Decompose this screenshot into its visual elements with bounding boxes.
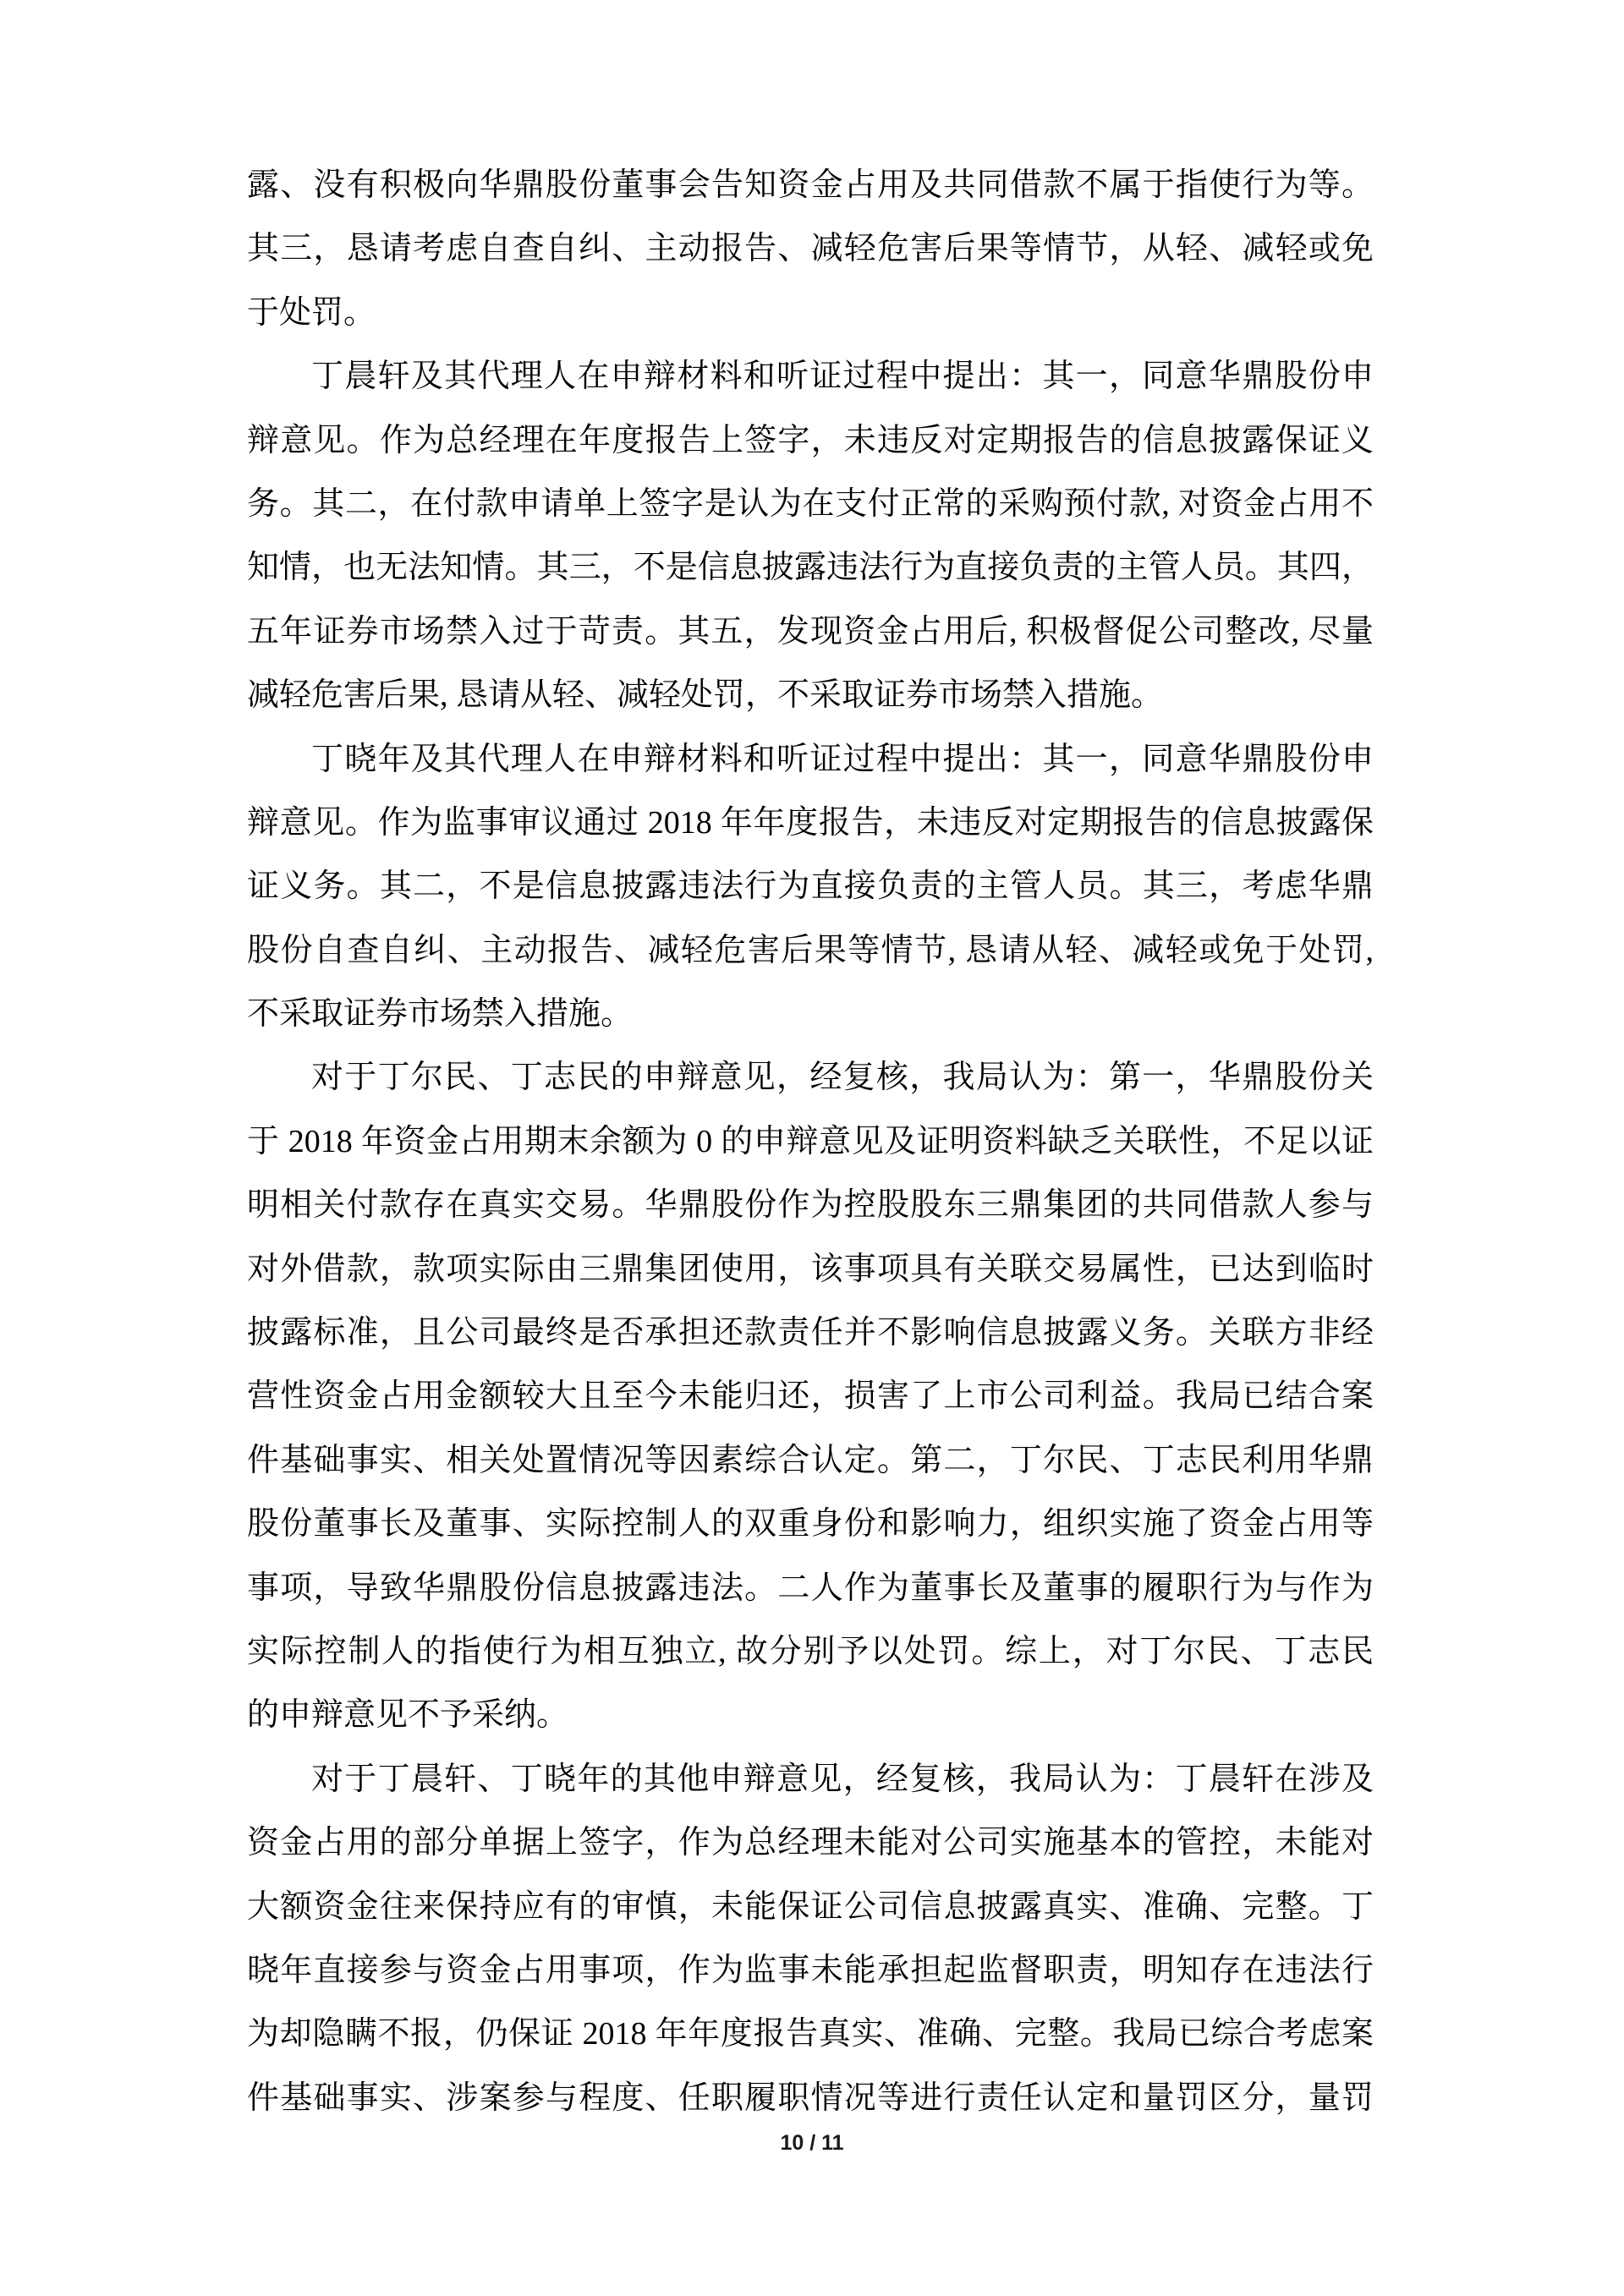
text-line: 对于丁晨轩、丁晓年的其他申辩意见，经复核，我局认为：丁晨轩在涉及 xyxy=(311,1761,1374,1797)
text-line: 为却隐瞒不报，仍保证 2018 年年度报告真实、准确、完整。我局已综合考虑案 xyxy=(247,2016,1374,2052)
text-line: 露、没有积极向华鼎股份董事会告知资金占用及共同借款不属于指使行为等。 xyxy=(247,167,1374,203)
text-line: 证义务。其二，不是信息披露违法行为直接负责的主管人员。其三，考虑华鼎 xyxy=(247,869,1374,905)
text-line: 件基础事实、涉案参与程度、任职履职情况等进行责任认定和量罚区分，量罚 xyxy=(247,2080,1374,2116)
text-line: 于处罚。 xyxy=(247,294,376,331)
text-line: 丁晓年及其代理人在申辩材料和听证过程中提出：其一，同意华鼎股份申 xyxy=(311,741,1374,777)
text-line: 于 2018 年资金占用期末余额为 0 的申辩意见及证明资料缺乏关联性，不足以证 xyxy=(247,1123,1374,1159)
text-line: 件基础事实、相关处置情况等因素综合认定。第二，丁尔民、丁志民利用华鼎 xyxy=(247,1442,1374,1478)
text-line: 丁晨轩及其代理人在申辩材料和听证过程中提出：其一，同意华鼎股份申 xyxy=(311,359,1374,395)
text-line: 知情，也无法知情。其三，不是信息披露违法行为直接负责的主管人员。其四， xyxy=(247,550,1374,586)
text-line: 营性资金占用金额较大且至今未能归还，损害了上市公司利益。我局已结合案 xyxy=(247,1378,1374,1415)
text-line: 股份董事长及董事、实际控制人的双重身份和影响力，组织实施了资金占用等 xyxy=(247,1506,1374,1543)
text-line: 务。其二，在付款申请单上签字是认为在支付正常的采购预付款, 对资金占用不 xyxy=(247,485,1374,522)
text-line: 的申辩意见不予采纳。 xyxy=(247,1697,569,1734)
document-body xyxy=(247,154,1374,2130)
page-number: 10 / 11 xyxy=(780,2131,844,2155)
text-line: 其三，恳请考虑自查自纠、主动报告、减轻危害后果等情节，从轻、减轻或免 xyxy=(247,231,1374,267)
text-line: 股份自查自纠、主动报告、减轻危害后果等情节, 恳请从轻、减轻或免于处罚, xyxy=(247,932,1374,968)
text-line: 披露标准，且公司最终是否承担还款责任并不影响信息披露义务。关联方非经 xyxy=(247,1315,1374,1351)
text-line: 五年证券市场禁入过于苛责。其五，发现资金占用后, 积极督促公司整改, 尽量 xyxy=(247,613,1374,649)
text-line: 对外借款，款项实际由三鼎集团使用，该事项具有关联交易属性，已达到临时 xyxy=(247,1251,1374,1287)
text-line: 不采取证券市场禁入措施。 xyxy=(247,996,634,1033)
text-line: 晓年直接参与资金占用事项，作为监事未能承担起监督职责，明知存在违法行 xyxy=(247,1952,1374,1988)
text-line: 大额资金往来保持应有的审慎，未能保证公司信息披露真实、准确、完整。丁 xyxy=(247,1888,1374,1925)
text-line: 对于丁尔民、丁志民的申辩意见，经复核，我局认为：第一，华鼎股份关 xyxy=(311,1060,1374,1096)
text-line: 辩意见。作为总经理在年度报告上签字，未违反对定期报告的信息披露保证义 xyxy=(247,422,1374,458)
text-line: 减轻危害后果, 恳请从轻、减轻处罚，不采取证券市场禁入措施。 xyxy=(247,677,1164,714)
text-line: 资金占用的部分单据上签字，作为总经理未能对公司实施基本的管控，未能对 xyxy=(247,1825,1374,1861)
text-line: 实际控制人的指使行为相互独立, 故分别予以处罚。综上，对丁尔民、丁志民 xyxy=(247,1633,1374,1669)
text-line: 辩意见。作为监事审议通过 2018 年年度报告，未违反对定期报告的信息披露保 xyxy=(247,804,1374,841)
text-line: 事项，导致华鼎股份信息披露违法。二人作为董事长及董事的履职行为与作为 xyxy=(247,1570,1374,1606)
text-line: 明相关付款存在真实交易。华鼎股份作为控股股东三鼎集团的共同借款人参与 xyxy=(247,1187,1374,1224)
